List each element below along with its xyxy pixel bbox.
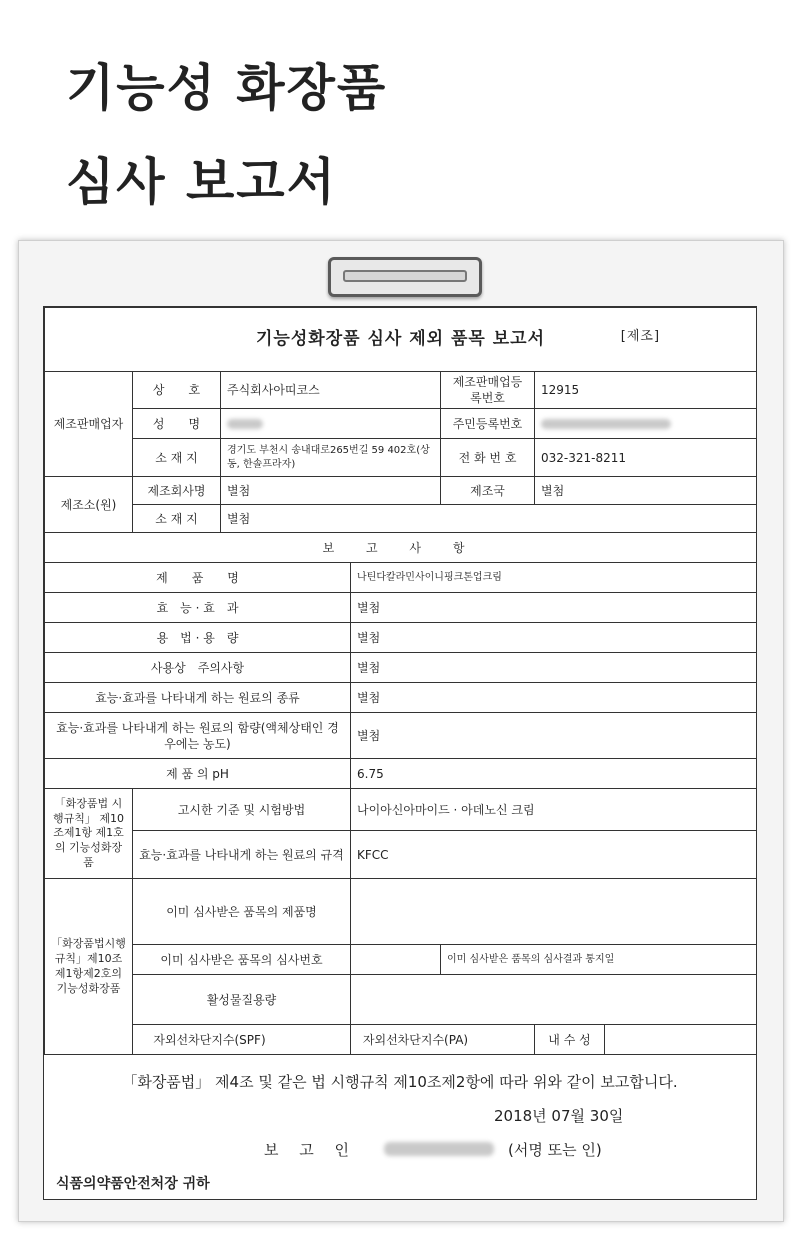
company-value: 주식회사아띠코스 [221, 372, 441, 409]
recipient: 식품의약품안전처장 귀하 [56, 1176, 210, 1192]
phone-value: 032-321-8211 [535, 439, 757, 477]
phone-label: 전 화 번 호 [441, 439, 535, 477]
name-label: 성 명 [133, 409, 221, 439]
factory-name-label: 제조회사명 [133, 477, 221, 505]
report-statement: 「화장품법」 제4조 및 같은 법 시행규칙 제10조제2항에 따라 위와 같이 보고합니다. [122, 1073, 678, 1091]
product-value: 나틴다칼라민사이니핑크톤업크림 [351, 563, 757, 593]
prev-name-label: 이미 심사받은 품목의 제품명 [133, 879, 351, 945]
standard-label: 고시한 기준 및 시험방법 [133, 789, 351, 831]
efficacy-value: 별첨 [351, 593, 757, 623]
report-date: 2018년 07월 30일 [494, 1107, 624, 1125]
factory-address-value: 별첨 [221, 505, 757, 533]
efficacy-label: 효 능 · 효 과 [45, 593, 351, 623]
sign-label: (서명 또는 인) [508, 1141, 602, 1159]
address-label: 소 재 지 [133, 439, 221, 477]
prev-date-label: 이미 심사받은 품목의 심사결과 통지일 [441, 945, 757, 975]
reporter-label: 보 고 인 [264, 1141, 358, 1159]
reg-no-label: 제조판매업등록번호 [441, 372, 535, 409]
form-type: [제조] [620, 329, 661, 345]
form-table [44, 307, 757, 1055]
reg-no-value: 12915 [535, 372, 757, 409]
factory-address-label: 소 재 지 [133, 505, 221, 533]
ingredient-kind-value: 별첨 [351, 683, 757, 713]
clipboard-clip [328, 257, 482, 297]
country-label: 제조국 [441, 477, 535, 505]
ingredient-kind-label: 효능·효과를 나타내게 하는 원료의 종류 [45, 683, 351, 713]
resident-redacted [541, 419, 671, 429]
usage-value: 별첨 [351, 623, 757, 653]
headline-line1: 기능성 화장품 [66, 59, 388, 117]
usage-label: 용 법 · 용 량 [45, 623, 351, 653]
company-label: 상 호 [133, 372, 221, 409]
spec-value: KFCC [351, 831, 757, 879]
address-value: 경기도 부천시 송내대로265번길 59 402호(상동, 한솔프라자) [221, 439, 441, 477]
report-header: 보 고 사 항 [45, 533, 757, 563]
prev-no-label: 이미 심사받은 품목의 심사번호 [133, 945, 351, 975]
standard-value: 나이아신아마이드 · 아데노신 크림 [351, 789, 757, 831]
pa-label: 자외선차단지수(PA) [351, 1025, 535, 1055]
ingredient-amount-value: 별첨 [351, 713, 757, 759]
section1-label: 「화장품법 시행규칙」 제10조제1항 제1호의 기능성화장품 [45, 789, 133, 879]
caution-label: 사용상 주의사항 [45, 653, 351, 683]
section2-label: 「화장품법시행규칙」제10조제1항제2호의기능성화장품 [45, 879, 133, 1055]
ph-value: 6.75 [351, 759, 757, 789]
water-label: 내 수 성 [535, 1025, 605, 1055]
spec-label: 효능·효과를 나타내게 하는 원료의 규격 [133, 831, 351, 879]
prev-no-value [351, 945, 441, 975]
active-label: 활성물질용량 [133, 975, 351, 1025]
factory-group: 제조소(원) [45, 477, 133, 533]
headline-line2: 심사 보고서 [66, 153, 337, 211]
ph-label: 제 품 의 pH [45, 759, 351, 789]
ingredient-amount-label: 효능·효과를 나타내게 하는 원료의 함량(액체상태인 경우에는 농도) [45, 713, 351, 759]
manufacturer-group: 제조판매업자 [45, 372, 133, 477]
report-form [43, 306, 757, 1200]
name-redacted [227, 419, 263, 429]
resident-label: 주민등록번호 [441, 409, 535, 439]
spf-label: 자외선차단지수(SPF) [133, 1025, 351, 1055]
water-value [605, 1025, 757, 1055]
reporter-redacted [384, 1142, 494, 1156]
caution-value: 별첨 [351, 653, 757, 683]
factory-name-value: 별첨 [221, 477, 441, 505]
form-title: 기능성화장품 심사 제외 품목 보고서 [256, 329, 546, 350]
country-value: 별첨 [535, 477, 757, 505]
product-label: 제 품 명 [45, 563, 351, 593]
prev-name-value [351, 879, 757, 945]
active-value [351, 975, 757, 1025]
